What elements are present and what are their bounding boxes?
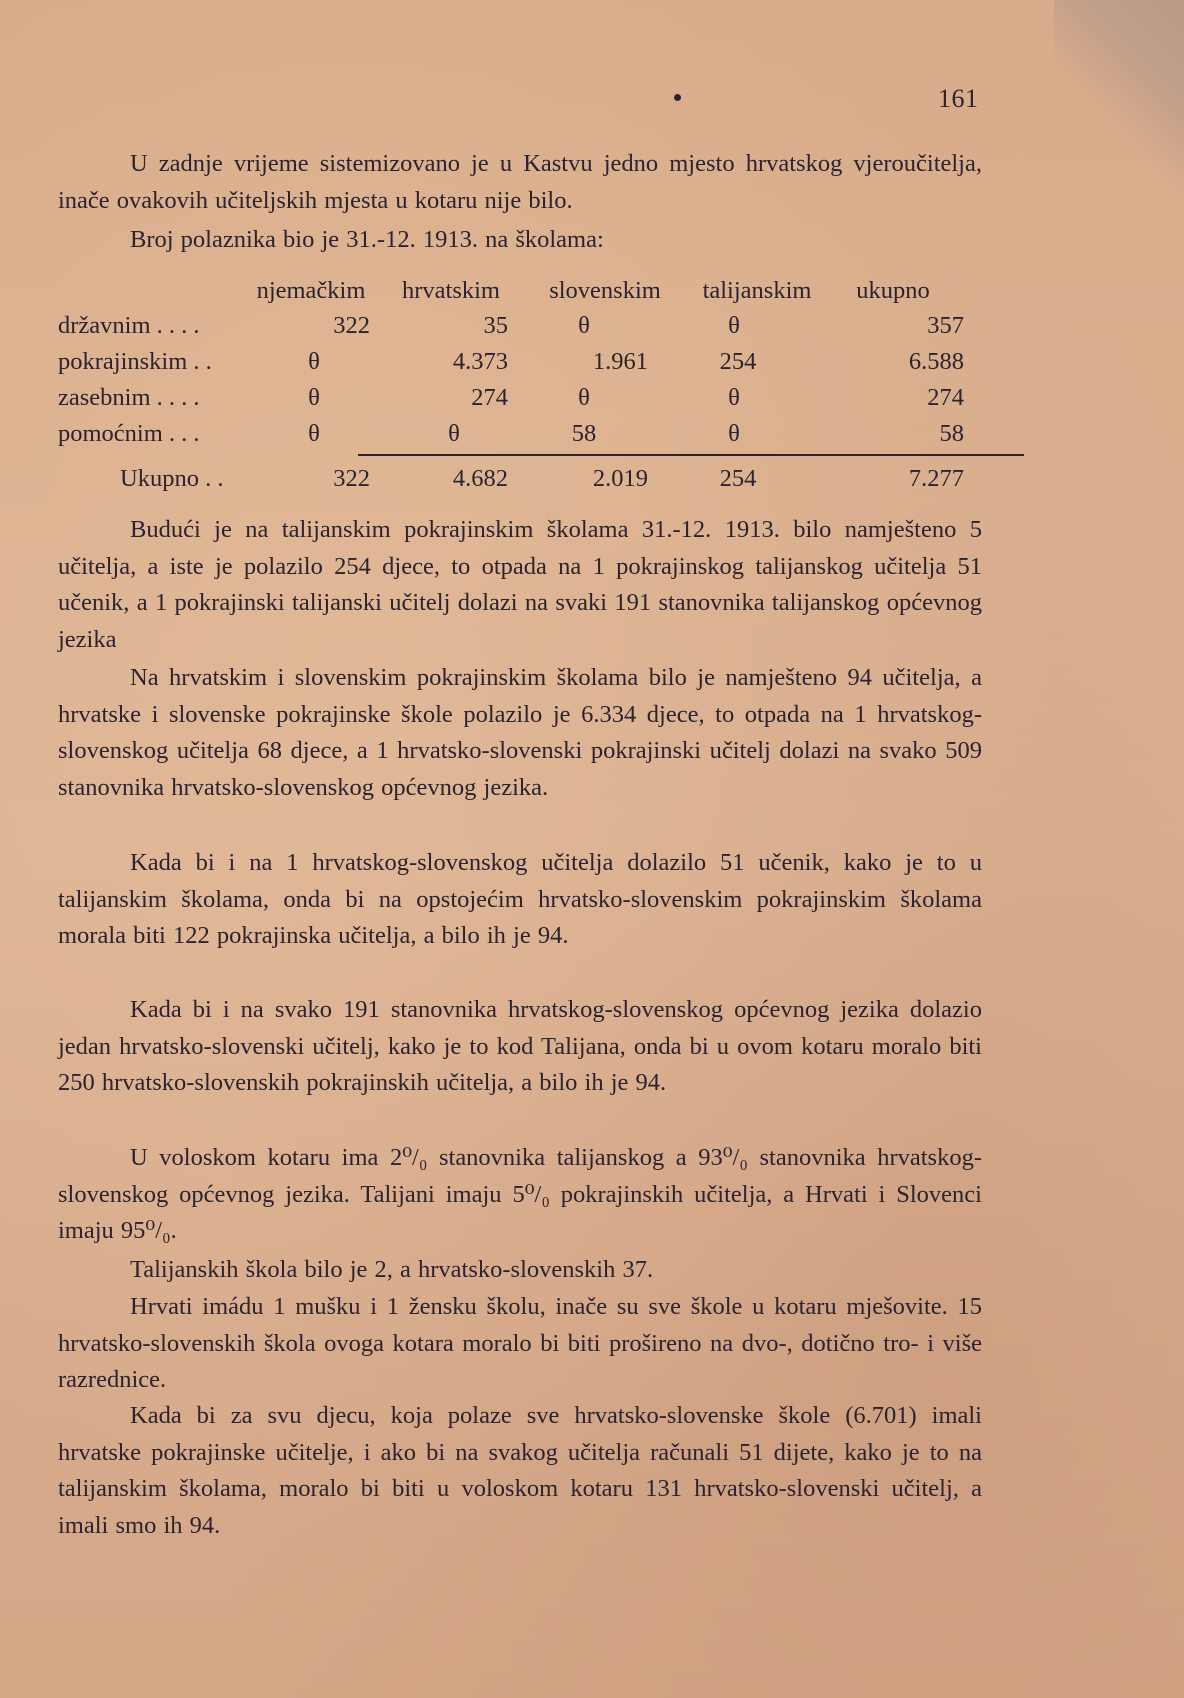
page-number: 161 <box>938 84 979 113</box>
table-cell: 274 <box>471 384 508 411</box>
column-header: hrvatskim <box>402 277 500 304</box>
table-header-row <box>58 274 988 308</box>
row-label: zasebnim . . . . <box>58 384 200 411</box>
table-cell: θ <box>308 420 320 447</box>
table-cell: 357 <box>927 312 964 339</box>
table-cell: θ <box>448 420 460 447</box>
column-header: talijanskim <box>702 277 812 304</box>
table-cell: 6.588 <box>908 348 964 375</box>
paragraph-4: Na hrvatskim i slovenskim pokrajinskim školama bilo je namješteno 94 učitelja, a hrvatske i slovenske pokrajinske škole polazilo je 6.334 djece, to otpada na 1 hrvatskog-slovenskog učitelja 68 djece, a 1 hrvatsko-slovenski pokrajinski učitelj dolazi na svako 509 stanovnika hrvatsko-slovenskog općevnog jezika. <box>58 664 982 801</box>
table-row <box>58 417 988 451</box>
paragraph-10: Kada bi za svu djecu, koja polaze sve hrvatsko-slovenske škole (6.701) imali hrvatske pokrajinske učitelje, i ako bi na svakog učitelja računali 51 dijete, kako je to na talijanskim školama, moralo bi biti u voloskom kotaru 131 hrvatsko-slovenski učitelj, a imali smo ih 94. <box>58 1402 982 1539</box>
ink-dot <box>674 94 681 101</box>
table-cell: θ <box>308 348 320 375</box>
total-label: Ukupno . . <box>120 465 224 492</box>
table-cell: 2.019 <box>592 465 648 492</box>
table-cell: 35 <box>483 312 508 339</box>
row-label: pomoćnim . . . <box>58 420 200 447</box>
table-cell: 58 <box>571 420 597 447</box>
table-total-row <box>58 462 988 496</box>
table-cell: θ <box>728 384 740 411</box>
paragraph-6: Kada bi i na svako 191 stanovnika hrvatskog-slovenskog općevnog jezika dolazio jedan hrvatsko-slovenski učitelj, kako je to kod Talijana, onda bi u ovom kotaru moralo biti 250 hrvatsko-slovenskih pokrajinskih učitelja, a bilo ih je 94. <box>58 996 982 1096</box>
table-cell: 254 <box>719 348 757 375</box>
table-cell: θ <box>728 420 740 447</box>
table-cell: 274 <box>927 384 964 411</box>
table-row <box>58 345 988 379</box>
total-rule <box>358 454 1024 456</box>
table-cell: θ <box>308 384 320 411</box>
table-cell: 4.682 <box>452 465 508 492</box>
paragraph-7: U voloskom kotaru ima 2⁰/₀ stanovnika talijanskog a 93⁰/₀ stanovnika hrvatskog-slovenskog općevnog jezika. Talijani imaju 5⁰/₀ pokrajinskih učitelja, a Hrvati i Slovenci imaju 95⁰/₀. <box>58 1144 982 1244</box>
column-header: slovenskim <box>549 277 661 304</box>
paragraph-3: Budući je na talijanskim pokrajinskim školama 31.-12. 1913. bilo namješteno 5 učitelja, a iste je polazilo 254 djece, to otpada na 1 pokrajinskog talijanskog učitelja 51 učenik, a 1 pokrajinski talijanski učitelj dolazi na svaki 191 stanovnika talijanskog općevnog jezika <box>58 516 982 653</box>
column-header: njemačkim <box>256 277 366 304</box>
paragraph-2: Broj polaznika bio je 31.-12. 1913. na školama: <box>130 226 604 253</box>
table-cell: 1.961 <box>592 348 648 375</box>
page-corner-fold <box>1054 0 1184 200</box>
paragraph-1: U zadnje vrijeme sistemizovano je u Kastvu jedno mjesto hrvatskog vjeroučitelja, inače ovakovih učiteljskih mjesta u kotaru nije bilo. <box>58 150 982 214</box>
table-cell: 58 <box>939 420 964 447</box>
column-header: ukupno <box>856 277 930 304</box>
table-cell: 322 <box>333 465 370 492</box>
table-cell: 322 <box>333 312 370 339</box>
table-cell: θ <box>728 312 740 339</box>
paragraph-8: Talijanskih škola bilo je 2, a hrvatsko-slovenskih 37. <box>130 1256 654 1283</box>
table-cell: θ <box>578 384 590 411</box>
table-row <box>58 309 988 343</box>
table-cell: θ <box>578 312 590 339</box>
row-label: pokrajinskim . . <box>58 348 212 375</box>
paragraph-5: Kada bi i na 1 hrvatskog-slovenskog učitelja dolazilo 51 učenik, kako je to u talijanskim školama, onda bi na opstojećim hrvatsko-slovenskim pokrajinskim školama morala biti 122 pokrajinska učitelja, a bilo ih je 94. <box>58 849 982 949</box>
table-row <box>58 381 988 415</box>
table-cell: 4.373 <box>452 348 508 375</box>
table-cell: 254 <box>719 465 757 492</box>
table-cell: 7.277 <box>908 465 964 492</box>
row-label: državnim . . . . <box>58 312 200 339</box>
paragraph-9: Hrvati imádu 1 mušku i 1 žensku školu, inače su sve škole u kotaru mješovite. 15 hrvatsko-slovenskih škola ovoga kotara moralo bi biti prošireno na dvo-, dotično tro- i više razrednice. <box>58 1293 982 1393</box>
